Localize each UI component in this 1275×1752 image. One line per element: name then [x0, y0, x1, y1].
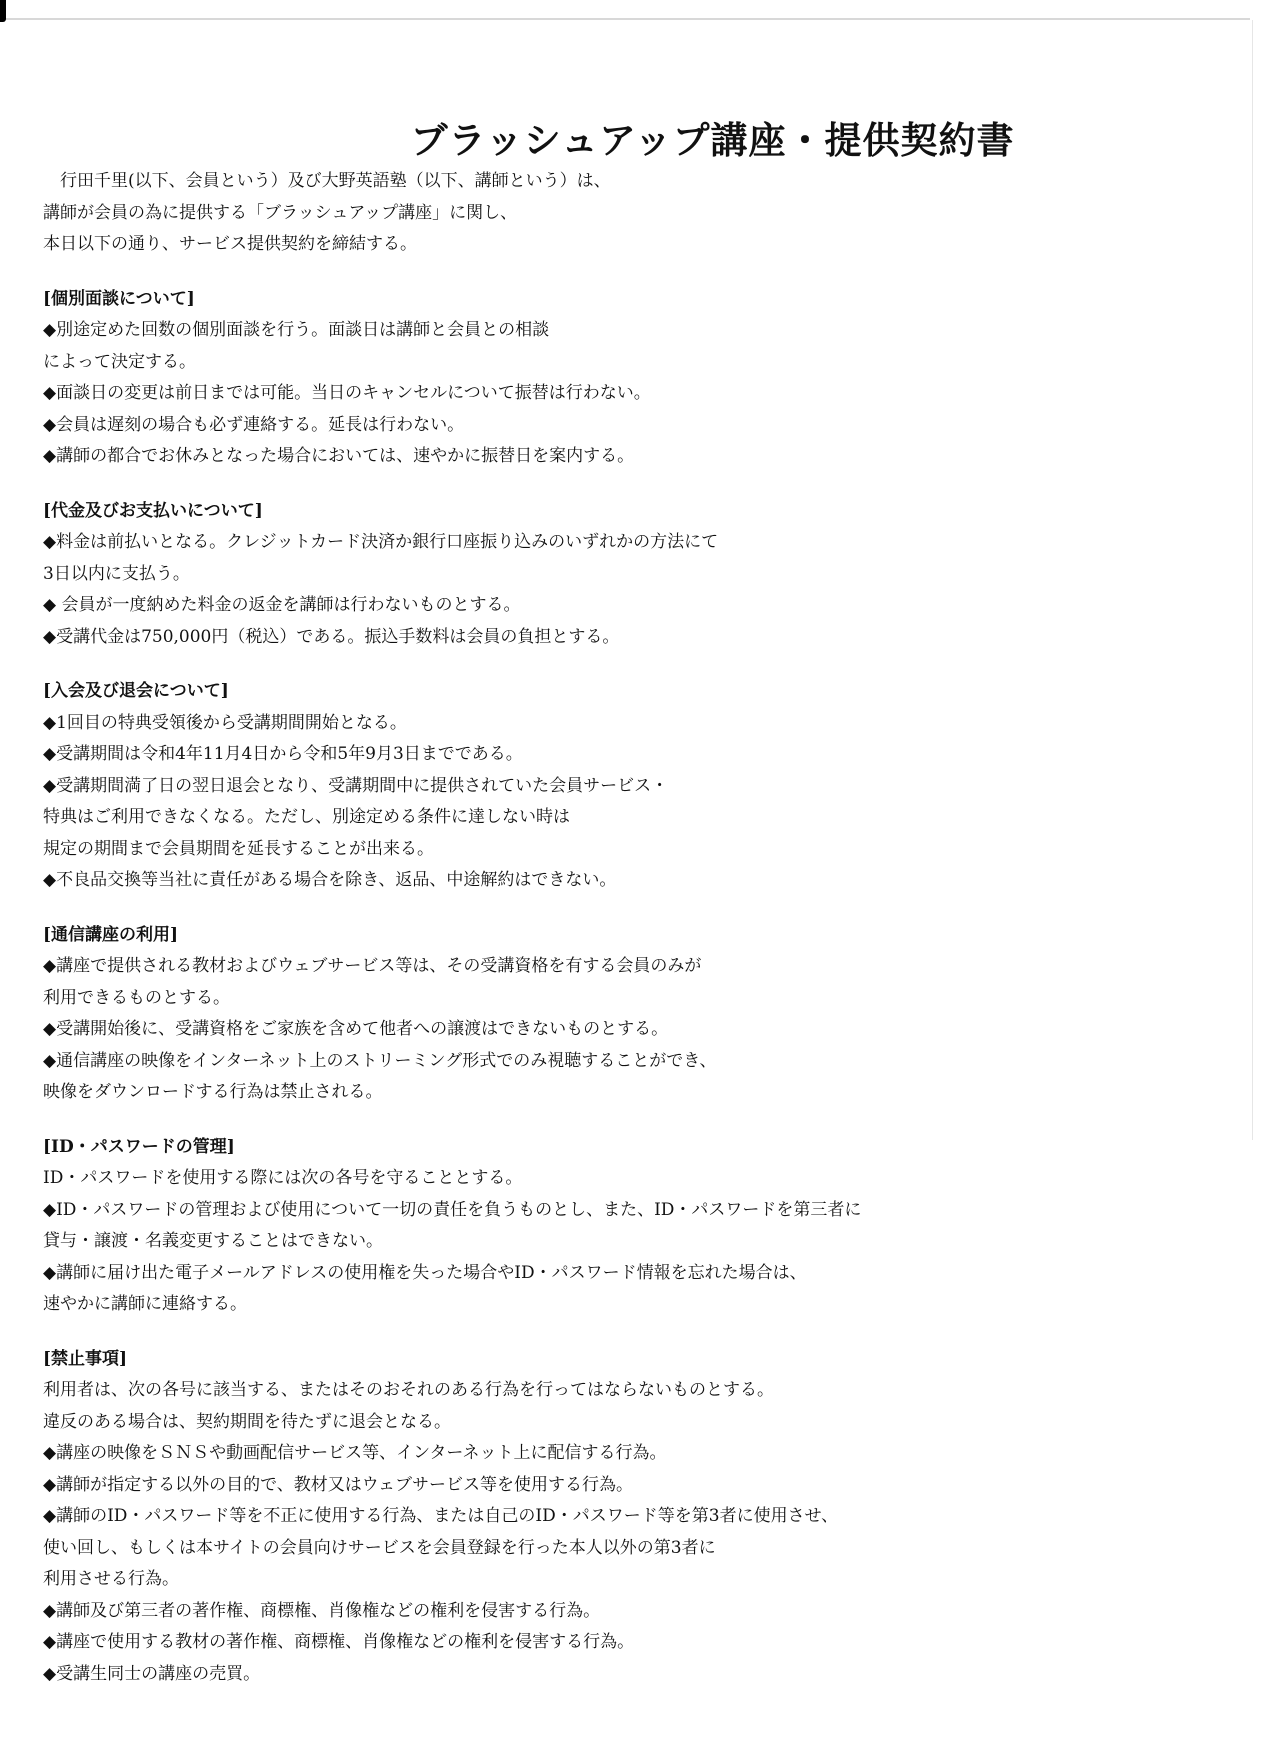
section-line: ◆講師及び第三者の著作権、商標権、肖像権などの権利を侵害する行為。 — [43, 1600, 601, 1621]
intro-line: 講師が会員の為に提供する「ブラッシュアップ講座」に関し、 — [43, 202, 518, 223]
document-body — [43, 166, 1223, 1690]
section-line: ◆受講期間は令和4年11月4日から令和5年9月3日までである。 — [43, 744, 523, 764]
section-line: ◆1回目の特典受領後から受講期間開始となる。 — [43, 712, 407, 733]
scan-top-line — [0, 18, 1250, 20]
section-gap — [43, 261, 1223, 284]
section-line: ◆ID・パスワードの管理および使用について一切の責任を負うものとし、また、ID・パスワードを第三者に — [43, 1199, 862, 1220]
section-membership — [43, 676, 1223, 897]
section-line: ID・パスワードを使用する際には次の各号を守ることとする。 — [43, 1168, 523, 1188]
section-payment — [43, 496, 1223, 654]
section-line: 貸与・譲渡・名義変更することはできない。 — [43, 1231, 383, 1251]
section-line: ◆不良品交換等当社に責任がある場合を除き、返品、中途解約はできない。 — [43, 870, 617, 890]
scan-corner-mark — [0, 0, 6, 22]
section-line: ◆講師が指定する以外の目的で、教材又はウェブサービス等を使用する行為。 — [43, 1474, 634, 1495]
section-id-password — [43, 1132, 1223, 1321]
section-line: ◆通信講座の映像をインターネット上のストリーミング形式でのみ視聴することができ、 — [43, 1050, 717, 1071]
section-gap — [43, 1321, 1223, 1344]
intro-line: 行田千里(以下、会員という）及び大野英語塾（以下、講師という）は、 — [60, 171, 611, 191]
section-online-course — [43, 920, 1223, 1109]
section-line: ◆面談日の変更は前日までは可能。当日のキャンセルについて振替は行わない。 — [43, 383, 651, 403]
section-line: 使い回し、もしくは本サイトの会員向けサービスを会員登録を行った本人以外の第3者に — [43, 1537, 716, 1558]
section-line: ◆講師に届け出た電子メールアドレスの使用権を失った場合やID・パスワード情報を忘れた場合は、 — [43, 1262, 807, 1283]
section-gap — [43, 897, 1223, 920]
section-line: 違反のある場合は、契約期間を待たずに退会となる。 — [43, 1411, 451, 1432]
section-line: ◆別途定めた回数の個別面談を行う。面談日は講師と会員との相談 — [43, 320, 550, 340]
section-heading: [入会及び退会について] — [43, 681, 229, 701]
section-line: ◆料金は前払いとなる。クレジットカード決済か銀行口座振り込みのいずれかの方法にて — [43, 532, 719, 552]
section-line: 映像をダウンロードする行為は禁止される。 — [43, 1082, 383, 1102]
intro-line: 本日以下の通り、サービス提供契約を締結する。 — [43, 234, 417, 254]
section-line: 利用できるものとする。 — [43, 987, 230, 1008]
section-heading: [ID・パスワードの管理] — [43, 1136, 235, 1157]
section-line: ◆会員は遅刻の場合も必ず連絡する。延長は行わない。 — [43, 414, 465, 435]
section-line: 特典はご利用できなくなる。ただし、別途定める条件に達しない時は — [43, 807, 570, 827]
section-line: 利用者は、次の各号に該当する、またはそのおそれのある行為を行ってはならないものとする。 — [43, 1380, 774, 1400]
section-line: 規定の期間まで会員期間を延長することが出来る。 — [43, 838, 434, 859]
section-line: 3日以内に支払う。 — [43, 563, 190, 584]
intro — [43, 166, 1223, 261]
section-line: ◆講座の映像をＳＮＳや動画配信サービス等、インターネット上に配信する行為。 — [43, 1443, 667, 1463]
section-interview — [43, 284, 1223, 473]
section-gap — [43, 1109, 1223, 1132]
section-line: ◆講座で提供される教材およびウェブサービス等は、その受講資格を有する会員のみが — [43, 956, 702, 976]
section-line: 利用させる行為。 — [43, 1569, 179, 1589]
section-prohibited — [43, 1344, 1223, 1691]
section-line: ◆受講期間満了日の翌日退会となり、受講期間中に提供されていた会員サービス・ — [43, 775, 669, 796]
section-heading: [代金及びお支払いについて] — [43, 500, 263, 521]
section-line: によって決定する。 — [43, 351, 196, 372]
section-gap — [43, 473, 1223, 496]
section-line: ◆講師のID・パスワード等を不正に使用する行為、または自己のID・パスワード等を第3者に使用させ、 — [43, 1506, 839, 1526]
document-title: ブラッシュアップ講座・提供契約書 — [410, 118, 1015, 162]
section-heading: [通信講座の利用] — [43, 924, 179, 945]
section-heading: [禁止事項] — [43, 1348, 128, 1369]
scan-right-edge — [1252, 20, 1253, 1140]
section-line: 速やかに講師に連絡する。 — [43, 1294, 247, 1314]
section-gap — [43, 653, 1223, 676]
section-line: ◆ 会員が一度納めた料金の返金を講師は行わないものとする。 — [43, 595, 521, 615]
section-line: ◆講座で使用する教材の著作権、商標権、肖像権などの権利を侵害する行為。 — [43, 1632, 635, 1652]
section-line: ◆講師の都合でお休みとなった場合においては、速やかに振替日を案内する。 — [43, 446, 635, 466]
section-line: ◆受講代金は750,000円（税込）である。振込手数料は会員の負担とする。 — [43, 626, 620, 647]
section-line: ◆受講開始後に、受講資格をご家族を含めて他者への譲渡はできないものとする。 — [43, 1019, 669, 1039]
section-heading: [個別面談について] — [43, 288, 195, 309]
section-line: ◆受講生同士の講座の売買。 — [43, 1663, 261, 1684]
